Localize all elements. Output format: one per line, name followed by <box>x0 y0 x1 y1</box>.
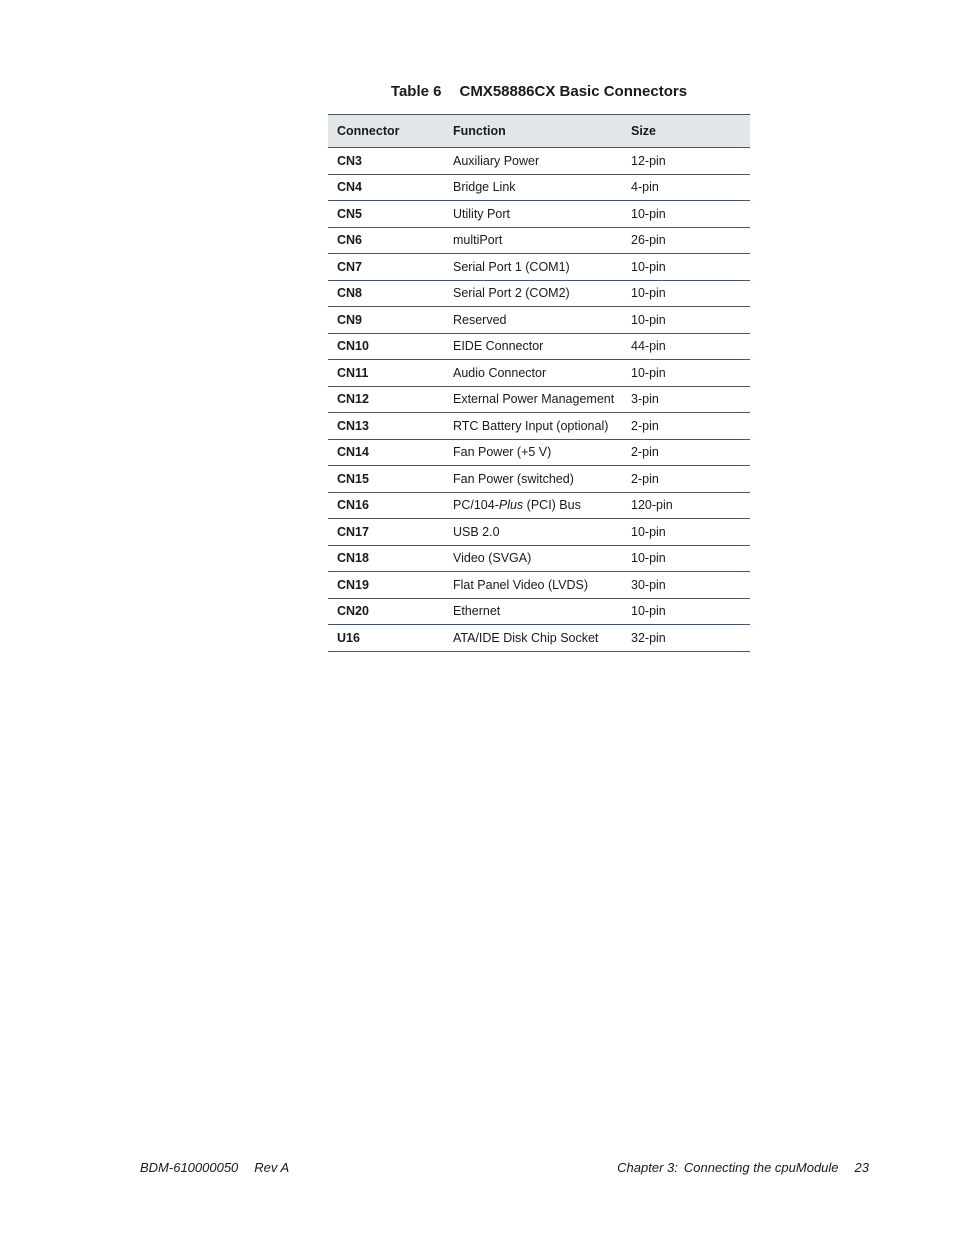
table-row <box>328 307 750 334</box>
cell-function: USB 2.0 <box>444 519 622 546</box>
cell-size: 26-pin <box>622 227 750 254</box>
header-size: Size <box>622 115 750 148</box>
cell-size: 32-pin <box>622 625 750 652</box>
cell-size: 10-pin <box>622 201 750 228</box>
footer-left <box>140 1160 289 1175</box>
table-row <box>328 598 750 625</box>
table-row <box>328 360 750 387</box>
cell-function: Fan Power (+5 V) <box>444 439 622 466</box>
cell-connector: CN10 <box>328 333 444 360</box>
cell-function: Serial Port 2 (COM2) <box>444 280 622 307</box>
table-row <box>328 148 750 175</box>
revision: Rev A <box>254 1160 290 1175</box>
cell-size: 30-pin <box>622 572 750 599</box>
cell-size: 2-pin <box>622 413 750 440</box>
table-header-row <box>328 115 750 148</box>
table-label: Table 6 <box>390 83 442 100</box>
cell-size: 4-pin <box>622 174 750 201</box>
cell-connector: CN3 <box>328 148 444 175</box>
cell-function: Utility Port <box>444 201 622 228</box>
cell-connector: CN18 <box>328 545 444 572</box>
table-row <box>328 201 750 228</box>
cell-connector: U16 <box>328 625 444 652</box>
cell-function: Reserved <box>444 307 622 334</box>
cell-connector: CN8 <box>328 280 444 307</box>
cell-connector: CN12 <box>328 386 444 413</box>
cell-size: 10-pin <box>622 280 750 307</box>
table-row <box>328 572 750 599</box>
cell-function: RTC Battery Input (optional) <box>444 413 622 440</box>
cell-connector: CN5 <box>328 201 444 228</box>
table-row <box>328 227 750 254</box>
cell-connector: CN17 <box>328 519 444 546</box>
cell-function: ATA/IDE Disk Chip Socket <box>444 625 622 652</box>
cell-connector: CN19 <box>328 572 444 599</box>
cell-connector: CN7 <box>328 254 444 281</box>
cell-size: 3-pin <box>622 386 750 413</box>
table-title: CMX58886CX Basic Connectors <box>459 83 688 100</box>
table-row <box>328 280 750 307</box>
cell-size: 10-pin <box>622 598 750 625</box>
table-row <box>328 254 750 281</box>
header-function: Function <box>444 115 622 148</box>
cell-size: 10-pin <box>622 360 750 387</box>
table-caption <box>328 83 750 100</box>
cell-size: 2-pin <box>622 466 750 493</box>
footer-right <box>617 1160 869 1175</box>
cell-connector: CN14 <box>328 439 444 466</box>
cell-connector: CN9 <box>328 307 444 334</box>
cell-function: Fan Power (switched) <box>444 466 622 493</box>
cell-function: Flat Panel Video (LVDS) <box>444 572 622 599</box>
chapter-label: Chapter 3: <box>617 1160 678 1175</box>
table-row <box>328 413 750 440</box>
cell-function: Serial Port 1 (COM1) <box>444 254 622 281</box>
cell-size: 10-pin <box>622 254 750 281</box>
table-body <box>328 148 750 652</box>
cell-function: Ethernet <box>444 598 622 625</box>
table-row <box>328 625 750 652</box>
cell-connector: CN15 <box>328 466 444 493</box>
table-row <box>328 519 750 546</box>
cell-function: Audio Connector <box>444 360 622 387</box>
table-row <box>328 386 750 413</box>
cell-connector: CN11 <box>328 360 444 387</box>
cell-connector: CN16 <box>328 492 444 519</box>
cell-size: 10-pin <box>622 519 750 546</box>
table-row <box>328 174 750 201</box>
cell-connector: CN20 <box>328 598 444 625</box>
connectors-table <box>328 114 750 652</box>
cell-size: 10-pin <box>622 545 750 572</box>
cell-connector: CN4 <box>328 174 444 201</box>
page-number: 23 <box>854 1160 869 1175</box>
cell-size: 2-pin <box>622 439 750 466</box>
cell-function: Video (SVGA) <box>444 545 622 572</box>
cell-function: External Power Management <box>444 386 622 413</box>
cell-size: 44-pin <box>622 333 750 360</box>
cell-function: EIDE Connector <box>444 333 622 360</box>
cell-function: PC/104-Plus (PCI) Bus <box>444 492 622 519</box>
table-row <box>328 545 750 572</box>
chapter-title: Connecting the cpuModule <box>683 1160 839 1175</box>
cell-function: multiPort <box>444 227 622 254</box>
cell-size: 12-pin <box>622 148 750 175</box>
header-connector: Connector <box>328 115 444 148</box>
doc-id: BDM-610000050 <box>140 1160 239 1175</box>
table-row <box>328 492 750 519</box>
cell-function: Auxiliary Power <box>444 148 622 175</box>
table-row <box>328 333 750 360</box>
cell-size: 10-pin <box>622 307 750 334</box>
table-row <box>328 439 750 466</box>
cell-size: 120-pin <box>622 492 750 519</box>
cell-function: Bridge Link <box>444 174 622 201</box>
cell-connector: CN6 <box>328 227 444 254</box>
cell-connector: CN13 <box>328 413 444 440</box>
table-row <box>328 466 750 493</box>
